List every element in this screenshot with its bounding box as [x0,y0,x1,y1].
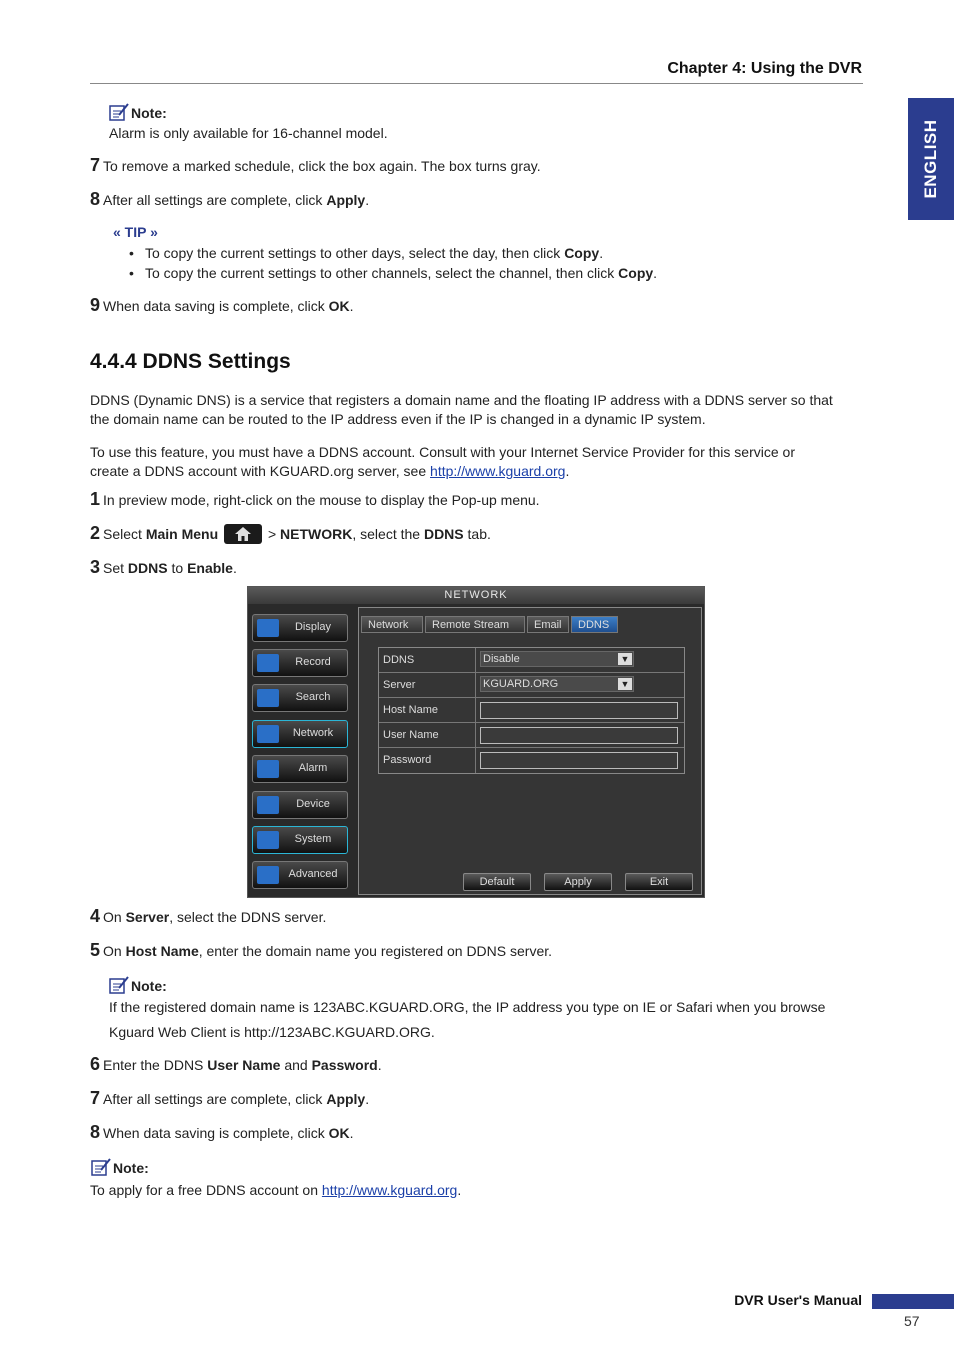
step-8b [90,1122,354,1143]
tip-text: . [599,245,604,261]
note-icon [90,1158,111,1176]
server-select[interactable] [480,676,634,692]
step-bold: Main Menu [145,526,219,542]
menu-alarm-button[interactable] [252,755,348,783]
network-icon [257,725,279,743]
step-9 [90,295,354,316]
step-number: 8 [90,1122,101,1142]
menu-advanced-button[interactable] [252,861,348,889]
step-bold: Apply [326,192,366,208]
step-number: 7 [90,155,101,175]
field-label: User Name [383,729,439,741]
step-text: . [365,1091,370,1107]
user-name-row [379,723,684,748]
language-tab-label: ENGLISH [921,119,940,199]
field-label: Server [383,679,416,691]
note-text-part: . [457,1182,462,1198]
step-text: On [103,943,126,959]
film-icon [257,654,279,672]
step-text: , enter the domain name you registered on DDNS server. [198,943,553,959]
step-text: . [365,192,370,208]
paragraph-line: the domain name can be routed to the IP address even if the IP is changed in a dynamic IP system. [90,411,706,427]
step-number: 5 [90,940,101,960]
note-text: Kguard Web Client is http://123ABC.KGUARD.ORG. [109,1024,435,1040]
paragraph-line: DDNS (Dynamic DNS) is a service that registers a domain name and the floating IP address with a DDNS server so that [90,392,833,408]
field-label: DDNS [383,654,415,666]
step-text: . [232,560,237,576]
paragraph-text: . [565,463,570,479]
step-text: When data saving is complete, click [103,1125,329,1141]
tip-text: To copy the current settings to other days, select the day, then click [145,245,565,261]
step-3 [90,557,237,578]
step-text: When data saving is complete, click [103,298,329,314]
device-icon [257,796,279,814]
host-name-row [379,698,684,723]
menu-label: Advanced [288,868,338,880]
step-text: After all settings are complete, click [103,1091,327,1107]
main-menu-home-icon [224,524,262,544]
step-number: 2 [90,523,101,543]
step-text: , select the [352,526,424,542]
ddns-form [378,647,685,774]
server-row [379,673,684,698]
tip-label: « TIP » [113,224,158,240]
ddns-select[interactable] [480,651,634,667]
step-text: to [167,560,188,576]
step-7b [90,1088,369,1109]
menu-label: Alarm [298,762,328,774]
note-icon [108,103,129,121]
note-text [90,1180,461,1200]
gear-icon [257,831,279,849]
step-bold: DDNS [127,560,168,576]
step-text: After all settings are complete, click [103,192,327,208]
step-6 [90,1054,382,1075]
dvr-content-panel [358,607,702,895]
chapter-title: Chapter 4: Using the DVR [667,60,862,77]
exit-button[interactable]: Exit [625,873,693,891]
step-text: Set [103,560,128,576]
step-number: 6 [90,1054,101,1074]
step-5 [90,940,552,961]
tip-text: To copy the current settings to other channels, select the channel, then click [145,265,619,281]
menu-label: System [294,833,332,845]
step-bold: Enable [187,560,233,576]
step-text: > [264,526,281,542]
step-text: Enter the DDNS [103,1057,208,1073]
tip-item [145,243,603,263]
note-icon [108,976,129,994]
select-value: Disable [483,653,520,665]
step-number: 8 [90,189,101,209]
step-bold: Server [125,909,170,925]
step-text: . [377,1057,382,1073]
header-rule [90,83,863,84]
menu-network-button[interactable] [252,720,348,748]
menu-display-button[interactable] [252,614,348,642]
note-label: Note: [131,978,167,994]
tip-bold: Copy [618,265,654,281]
tab-ddns[interactable]: DDNS [571,616,618,633]
wrench-icon [257,866,279,884]
step-text: To remove a marked schedule, click the box again. The box turns gray. [103,158,541,174]
step-number: 9 [90,295,101,315]
step-text: tab. [463,526,491,542]
step-number: 4 [90,906,101,926]
note-text-part: To apply for a free DDNS account on [90,1182,322,1198]
page-number: 57 [904,1313,920,1329]
step-number: 1 [90,489,101,509]
tip-text: . [653,265,658,281]
step-bold: OK [328,1125,350,1141]
step-text: . [349,1125,354,1141]
menu-system-button[interactable] [252,826,348,854]
password-input[interactable] [480,752,678,769]
step-text: and [280,1057,312,1073]
note-heading [108,103,167,123]
tip-bold: Copy [564,245,600,261]
kguard-link[interactable]: http://www.kguard.org [321,1182,458,1198]
step-7 [90,155,541,176]
step-bold: OK [328,298,350,314]
dvr-network-screenshot [247,586,705,898]
paragraph-text: create a DDNS account with KGUARD.org server, see [90,463,431,479]
field-label: Host Name [383,704,439,716]
menu-label: Record [295,656,331,668]
menu-device-button[interactable] [252,791,348,819]
menu-search-button[interactable] [252,684,348,712]
step-bold: User Name [207,1057,281,1073]
note-label: Note: [113,1160,149,1176]
chevron-down-icon: ▼ [618,678,632,690]
step-text: On [103,909,126,925]
tab-network[interactable]: Network [361,616,423,633]
step-2 [90,523,491,544]
select-value: KGUARD.ORG [483,678,559,690]
note-heading [90,1158,149,1178]
note-text: If the registered domain name is 123ABC.KGUARD.ORG, the IP address you type on IE or Safari when you browse [109,999,826,1015]
kguard-link[interactable]: http://www.kguard.org [430,463,566,479]
tab-remote-stream[interactable]: Remote Stream [425,616,525,633]
menu-label: Network [292,727,334,739]
menu-label: Search [295,691,331,703]
note-text: Alarm is only available for 16-channel model. [109,125,388,141]
step-bold: NETWORK [280,526,353,542]
step-text: In preview mode, right-click on the mouse to display the Pop-up menu. [103,492,540,508]
tip-item [145,263,657,283]
step-number: 3 [90,557,101,577]
step-4 [90,906,326,927]
step-1 [90,489,540,510]
alarm-icon [257,760,279,778]
search-icon [257,689,279,707]
menu-record-button[interactable] [252,649,348,677]
dvr-window-title: NETWORK [248,587,704,604]
step-bold: DDNS [423,526,464,542]
note-label: Note: [131,105,167,121]
paragraph-line [90,461,569,481]
monitor-icon [257,619,279,637]
paragraph-line: To use this feature, you must have a DDNS account. Consult with your Internet Service Provider for this service or [90,444,795,460]
section-title: 4.4.4 DDNS Settings [90,350,291,373]
language-tab [908,98,954,220]
step-text: Select [103,526,146,542]
user-name-input[interactable] [480,727,678,744]
apply-button[interactable]: Apply [544,873,612,891]
step-text: . [349,298,354,314]
menu-label: Device [296,798,330,810]
ddns-row [379,648,684,673]
step-bold: Password [311,1057,378,1073]
note-heading [108,976,167,996]
menu-label: Display [294,621,332,633]
field-label: Password [383,754,432,766]
tab-email[interactable]: Email [527,616,569,633]
password-row [379,748,684,773]
step-bold: Host Name [125,943,199,959]
step-bold: Apply [326,1091,366,1107]
step-text: , select the DDNS server. [169,909,327,925]
footer-bar [872,1294,954,1309]
step-8 [90,189,369,210]
step-number: 7 [90,1088,101,1108]
host-name-input[interactable] [480,702,678,719]
chevron-down-icon: ▼ [618,653,632,665]
default-button[interactable]: Default [463,873,531,891]
manual-title: DVR User's Manual [734,1292,862,1308]
